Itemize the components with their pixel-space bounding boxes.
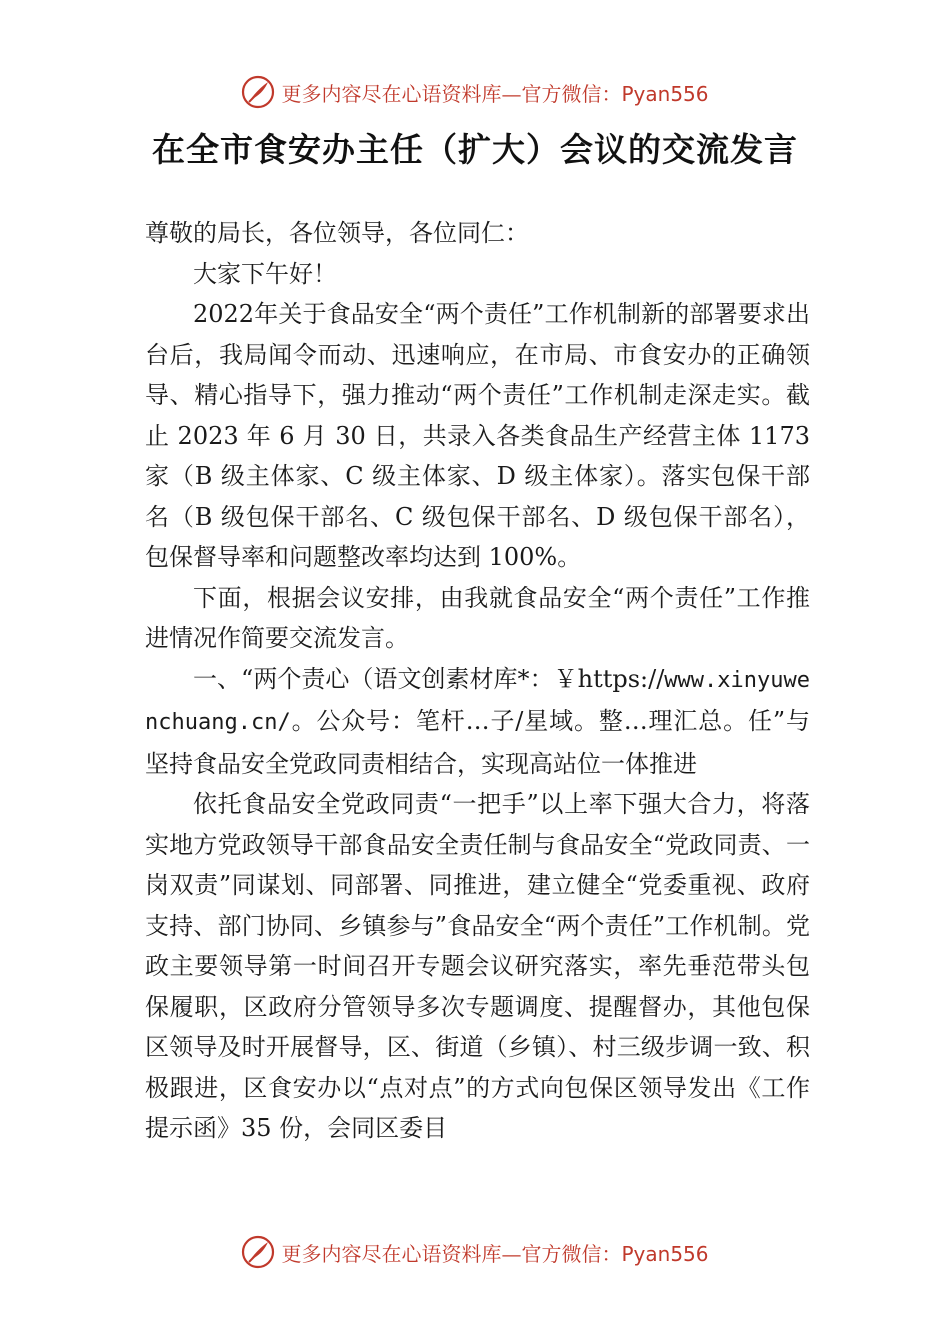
section-url: www.xinyuwenchuang.cn/ bbox=[145, 667, 810, 735]
quill-logo-icon bbox=[241, 1235, 275, 1269]
salutation: 尊敬的局长，各位领导，各位同仁： bbox=[145, 219, 529, 247]
paragraph: 下面，根据会议安排，由我就食品安全“两个责任”工作推进情况作简要交流发言。 bbox=[145, 583, 810, 652]
document-title: 在全市食安办主任（扩大）会议的交流发言 bbox=[152, 130, 798, 169]
footer-watermark-banner bbox=[0, 1232, 950, 1272]
document-body bbox=[145, 213, 810, 1149]
banner-text: 更多内容尽在心语资料库—官方微信：Pyan556 bbox=[281, 1241, 709, 1266]
greeting: 大家下午好！ bbox=[193, 259, 337, 288]
paragraph: 2022年关于食品安全“两个责任”工作机制新的部署要求出台后，我局闻令而动、迅速响应，在市局、市食安办的正确领导、精心指导下，强力推动“两个责任”工作机制走深走实。截止 2023 年 6 月 30 日，共录入各类食品生产经营主体 1173 家（B 级主体家、C 级主体家、D 级主体家）。落实包保干部名（B 级包保干部名、C 级包保干部名、D 级包保干部名），包保督导率和问题整改率均达到 100%。 bbox=[145, 300, 810, 571]
header-watermark-banner bbox=[0, 72, 950, 112]
section-heading-1: 一、“两个责心（语文创素材库*：￥https://www.xinyuwenchuang.cn/。公众号：笔杆…子/星域。整…理汇总。任”与坚持食品安全党政同责相结合，实现高站位一体推进 bbox=[145, 664, 810, 778]
banner-text: 更多内容尽在心语资料库—官方微信：Pyan556 bbox=[281, 81, 709, 106]
quill-logo-icon bbox=[241, 75, 275, 109]
paragraph: 依托食品安全党政同责“一把手”以上率下强大合力，将落实地方党政领导干部食品安全责任制与食品安全“党政同责、一岗双责”同谋划、同部署、同推进，建立健全“党委重视、政府支持、部门协同、乡镇参与”食品安全“两个责任”工作机制。党政主要领导第一时间召开专题会议研究落实，率先垂范带头包保履职，区政府分管领导多次专题调度、提醒督办，其他包保区领导及时开展督导，区、街道（乡镇）、村三级步调一致、积极跟进，区食安办以“点对点”的方式向包保区领导发出《工作提示函》35 份，会同区委目 bbox=[145, 790, 810, 1142]
